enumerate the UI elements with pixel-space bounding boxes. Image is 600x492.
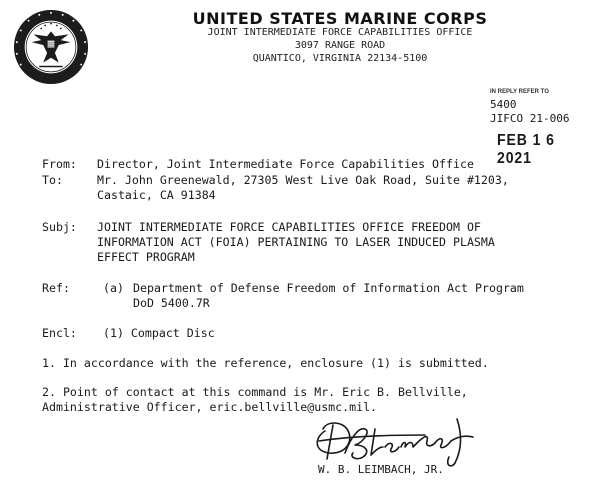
paragraph-1: 1. In accordance with the reference, enclosure (1) is submitted.	[42, 356, 489, 370]
signatory-name: W. B. LEIMBACH, JR.	[318, 463, 444, 476]
subj-line-2: INFORMATION ACT (FOIA) PERTAINING TO LASER INDUCED PLASMA	[97, 235, 495, 249]
ref-label: Ref:	[42, 281, 70, 295]
subj-line-1: JOINT INTERMEDIATE FORCE CAPABILITIES OFFICE FREEDOM OF	[97, 220, 481, 234]
reply-refer-label: IN REPLY REFER TO	[490, 89, 549, 95]
subj-line-3: EFFECT PROGRAM	[97, 250, 195, 264]
reply-ref: JIFCO 21-006	[490, 112, 570, 125]
paragraph-2-line-1: 2. Point of contact at this command is Mr. Eric B. Bellville,	[42, 385, 468, 399]
encl-label: Encl:	[42, 326, 77, 340]
ref-marker: (a)	[103, 281, 124, 295]
subj-label: Subj:	[42, 220, 77, 234]
from-value: Director, Joint Intermediate Force Capabilities Office	[97, 157, 474, 171]
letterhead-city: QUANTICO, VIRGINIA 22134-5100	[252, 53, 428, 64]
ref-line-1: Department of Defense Freedom of Information Act Program	[133, 281, 524, 295]
letterhead-org: UNITED STATES MARINE CORPS	[192, 9, 488, 28]
letter-date: FEB 1 6 2021	[497, 132, 555, 167]
to-line-2: Castaic, CA 91384	[97, 188, 216, 202]
reply-code: 5400	[490, 98, 517, 111]
paragraph-2-line-2: Administrative Officer, eric.bellville@usmc.mil.	[42, 400, 378, 414]
letterhead-street: 3097 RANGE ROAD	[294, 40, 386, 51]
dod-seal-logo	[12, 8, 90, 86]
ref-line-2: DoD 5400.7R	[133, 296, 210, 310]
to-line-1: Mr. John Greenewald, 27305 West Live Oak Road, Suite #1203,	[97, 173, 509, 187]
encl-value: (1) Compact Disc	[103, 326, 215, 340]
from-label: From:	[42, 157, 77, 171]
to-label: To:	[42, 173, 63, 187]
letterhead-office: JOINT INTERMEDIATE FORCE CAPABILITIES OFFICE	[207, 27, 473, 38]
